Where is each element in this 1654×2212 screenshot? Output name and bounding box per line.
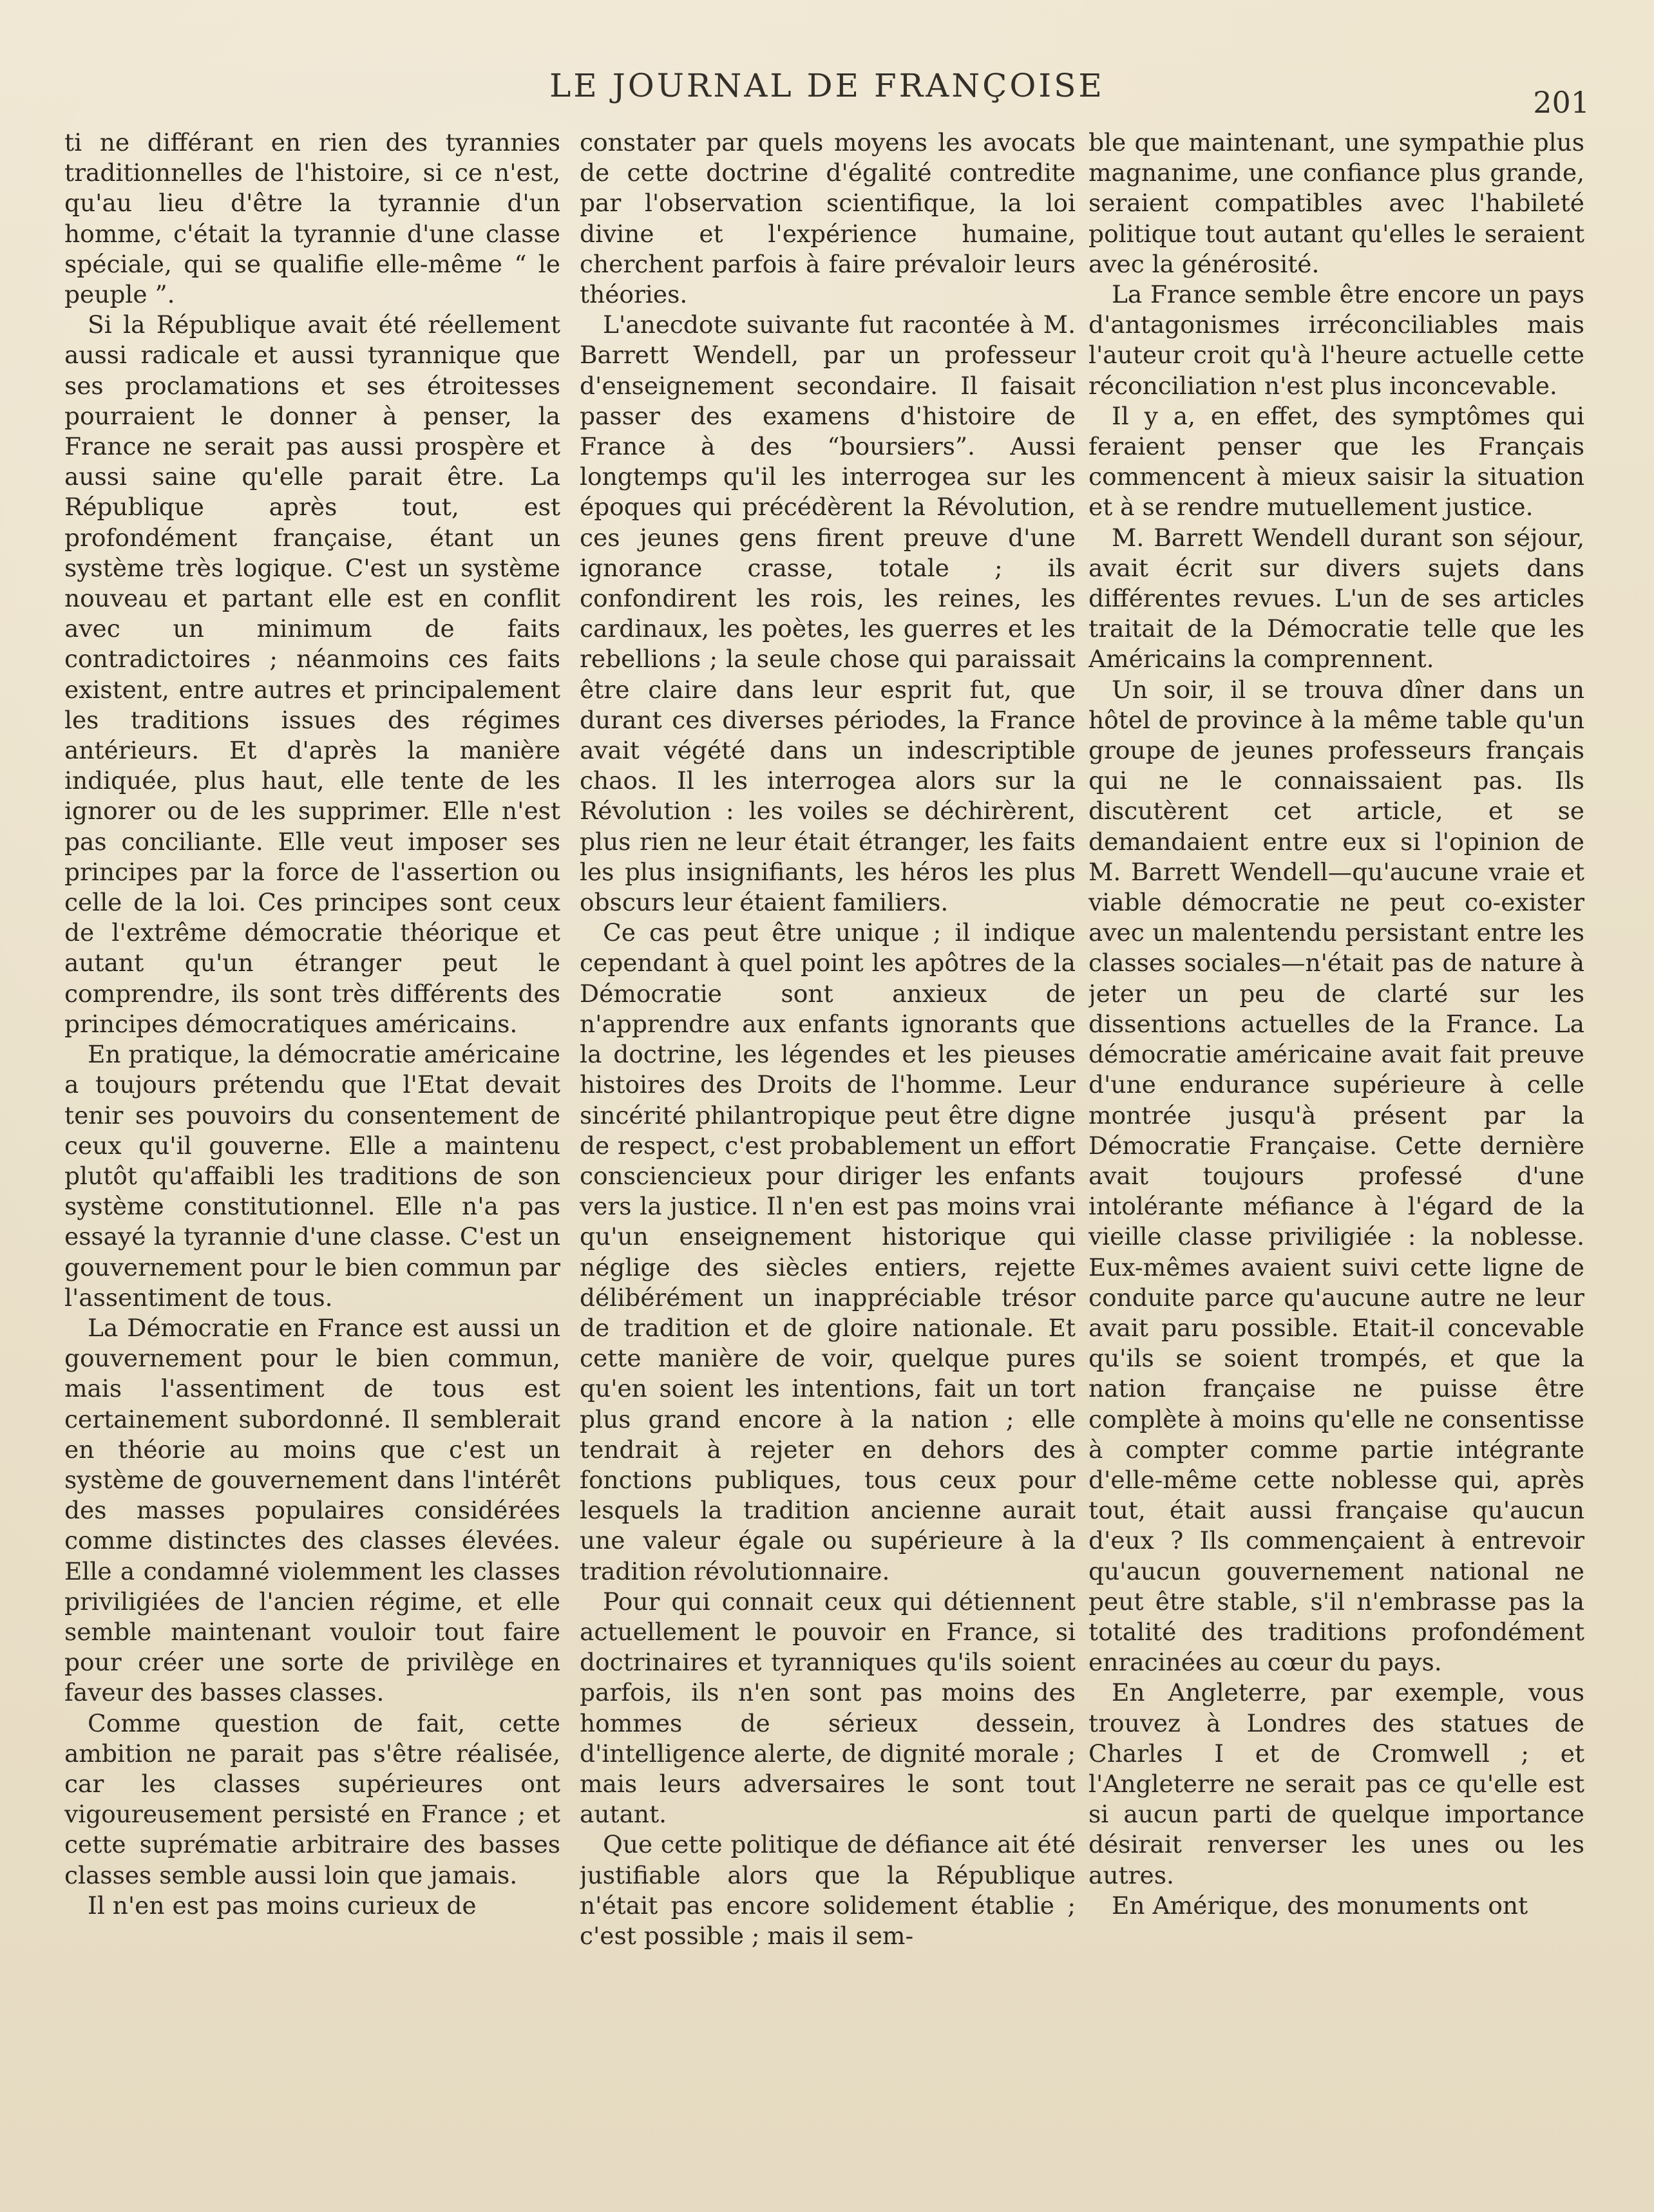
paragraph: Comme question de fait, cette ambition ne parait pas s'être réalisée, car les classes supérieures ont vigoureusement persisté en France ; et cette suprématie arbitraire des basses classes semble aussi loin que jamais.: [64, 1708, 560, 1889]
text-column-3: [1088, 128, 1584, 2072]
text-column-2: [580, 128, 1076, 2072]
paragraph: La Démocratie en France est aussi un gouvernement pour le bien commun, mais l'assentiment de tous est certainement subordonné. Il semblerait en théorie au moins que c'est un système de gouvernement dans l'intérêt des masses populaires considérées comme distinctes des classes élevées. Elle a condamné violemment les classes priviligiées de l'ancien régime, et elle semble maintenant vouloir tout faire pour créer une sorte de privilège en faveur des basses classes.: [64, 1313, 560, 1707]
paragraph: Il n'en est pas moins curieux de: [88, 1891, 477, 1920]
page-number: 201: [1533, 85, 1590, 120]
paragraph: constater par quels moyens les avocats de cette doctrine d'égalité contredite par l'observation scientifique, la loi divine et l'expérience humaine, cherchent parfois à faire prévaloir leurs théories.: [580, 128, 1076, 309]
paragraph: Que cette politique de défiance ait été justifiable alors que la République n'était pas encore solidement établie ; c'est possible ; mais il sem-: [580, 1830, 1076, 1950]
paragraph: La France semble être encore un pays d'antagonismes irréconciliables mais l'auteur croit qu'à l'heure actuelle cette réconciliation n'est plus inconcevable.: [1088, 280, 1584, 400]
paragraph: En pratique, la démocratie américaine a toujours prétendu que l'Etat devait tenir ses pouvoirs du consentement de ceux qu'il gouverne. Elle a maintenu plutôt qu'affaibli les traditions de son système constitutionnel. Elle n'a pas essayé la tyrannie d'une classe. C'est un gouvernement pour le bien commun par l'assentiment de tous.: [64, 1040, 560, 1312]
paragraph: Pour qui connait ceux qui détiennent actuellement le pouvoir en France, si doctrinaires et tyranniques qu'ils soient parfois, ils n'en sont pas moins des hommes de sérieux dessein, d'intelligence alerte, de dignité morale ; mais leurs adversaires le sont tout autant.: [580, 1587, 1076, 1829]
paragraph: ble que maintenant, une sympathie plus magnanime, une confiance plus grande, seraient compatibles avec l'habileté politique tout autant qu'elles le seraient avec la générosité.: [1088, 128, 1584, 278]
paragraph: M. Barrett Wendell durant son séjour, avait écrit sur divers sujets dans différentes revues. L'un de ses articles traitait de la Démocratie telle que les Américains la comprennent.: [1088, 523, 1584, 674]
text-column-1: [64, 128, 560, 2072]
paragraph: Un soir, il se trouva dîner dans un hôtel de province à la même table qu'un groupe de jeunes professeurs français qui ne le connaissaient pas. Ils discutèrent cet article, et se demandaient entre eux si l'opinion de M. Barrett Wendell—qu'aucune vraie et viable démocratie ne peut co-exister avec un malentendu persistant entre les classes sociales—n'était pas de nature à jeter un peu de clarté sur les dissentions actuelles de la France. La démocratie américaine avait fait preuve d'une endurance supérieure à celle montrée jusqu'à présent par la Démocratie Française. Cette dernière avait toujours professé d'une intolérante méfiance à l'égard de la vieille classe priviligiée : la noblesse. Eux-mêmes avaient suivi cette ligne de conduite parce qu'aucune autre ne leur avait paru possible. Etait-il concevable qu'ils se soient trompés, et que la nation française ne puisse être complète à moins qu'elle ne consentisse à compter comme partie intégrante d'elle-même cette noblesse qui, après tout, était aussi française qu'aucun d'eux ? Ils commençaient à entrevoir qu'aucun gouvernement national ne peut être stable, s'il n'embrasse pas la totalité des traditions profondément enracinées au cœur du pays.: [1088, 675, 1584, 1677]
paragraph: Ce cas peut être unique ; il indique cependant à quel point les apôtres de la Démocratie sont anxieux de n'apprendre aux enfants ignorants que la doctrine, les légendes et les pieuses histoires des Droits de l'homme. Leur sincérité philantropique peut être digne de respect, c'est probablement un effort consciencieux pour diriger les enfants vers la justice. Il n'en est pas moins vrai qu'un enseignement historique qui néglige des siècles entiers, rejette délibérément un inappréciable trésor de tradition et de gloire nationale. Et cette manière de voir, quelque pures qu'en soient les intentions, fait un tort plus grand encore à la nation ; elle tendrait à rejeter en dehors des fonctions publiques, tous ceux pour lesquels la tradition ancienne aurait une valeur égale ou supérieure à la tradition révolutionnaire.: [580, 918, 1076, 1585]
paragraph: L'anecdote suivante fut racontée à M. Barrett Wendell, par un professeur d'enseignement secondaire. Il faisait passer des examens d'histoire de France à des “boursiers”. Aussi longtemps qu'il les interrogea sur les époques qui précédèrent la Révolution, ces jeunes gens firent preuve d'une ignorance crasse, totale ; ils confondirent les rois, les reines, les cardinaux, les poètes, les guerres et les rebellions ; la seule chose qui paraissait être claire dans leur esprit fut, que durant ces diverses périodes, la France avait végété dans un indescriptible chaos. Il les interrogea alors sur la Révolution : les voiles se déchirèrent, plus rien ne leur était étranger, les faits les plus insignifiants, les héros les plus obscurs leur étaient familiers.: [580, 310, 1076, 917]
paragraph: Il y a, en effet, des symptômes qui feraient penser que les Français commencent à mieux saisir la situation et à se rendre mutuellement justice.: [1088, 401, 1584, 522]
paragraph: En Amérique, des monuments ont: [1112, 1891, 1528, 1920]
running-header-title: LE JOURNAL DE FRANÇOISE: [549, 67, 1105, 104]
paragraph: En Angleterre, par exemple, vous trouvez à Londres des statues de Charles I et de Cromwell ; et l'Angleterre ne serait pas ce qu'elle est si aucun parti de quelque importance désirait renverser les unes ou les autres.: [1088, 1678, 1584, 1889]
paragraph: Si la République avait été réellement aussi radicale et aussi tyrannique que ses proclamations et ses étroitesses pourraient le donner à penser, la France ne serait pas aussi prospère et aussi saine qu'elle parait être. La République après tout, est profondément française, étant un système très logique. C'est un système nouveau et partant elle est en conflit avec un minimum de faits contradictoires ; néanmoins ces faits existent, entre autres et principalement les traditions issues des régimes antérieurs. Et d'après la manière indiquée, plus haut, elle tente de les ignorer ou de les supprimer. Elle n'est pas conciliante. Elle veut imposer ses principes par la force de l'assertion ou celle de la loi. Ces principes sont ceux de l'extrême démocratie théorique et autant qu'un étranger peut le comprendre, ils sont très différents des principes démocratiques américains.: [64, 310, 560, 1038]
paragraph: ti ne différant en rien des tyrannies traditionnelles de l'histoire, si ce n'est, qu'au lieu d'être la tyrannie d'un homme, c'était la tyrannie d'une classe spéciale, qui se qualifie elle-même “ le peuple ”.: [64, 128, 560, 309]
